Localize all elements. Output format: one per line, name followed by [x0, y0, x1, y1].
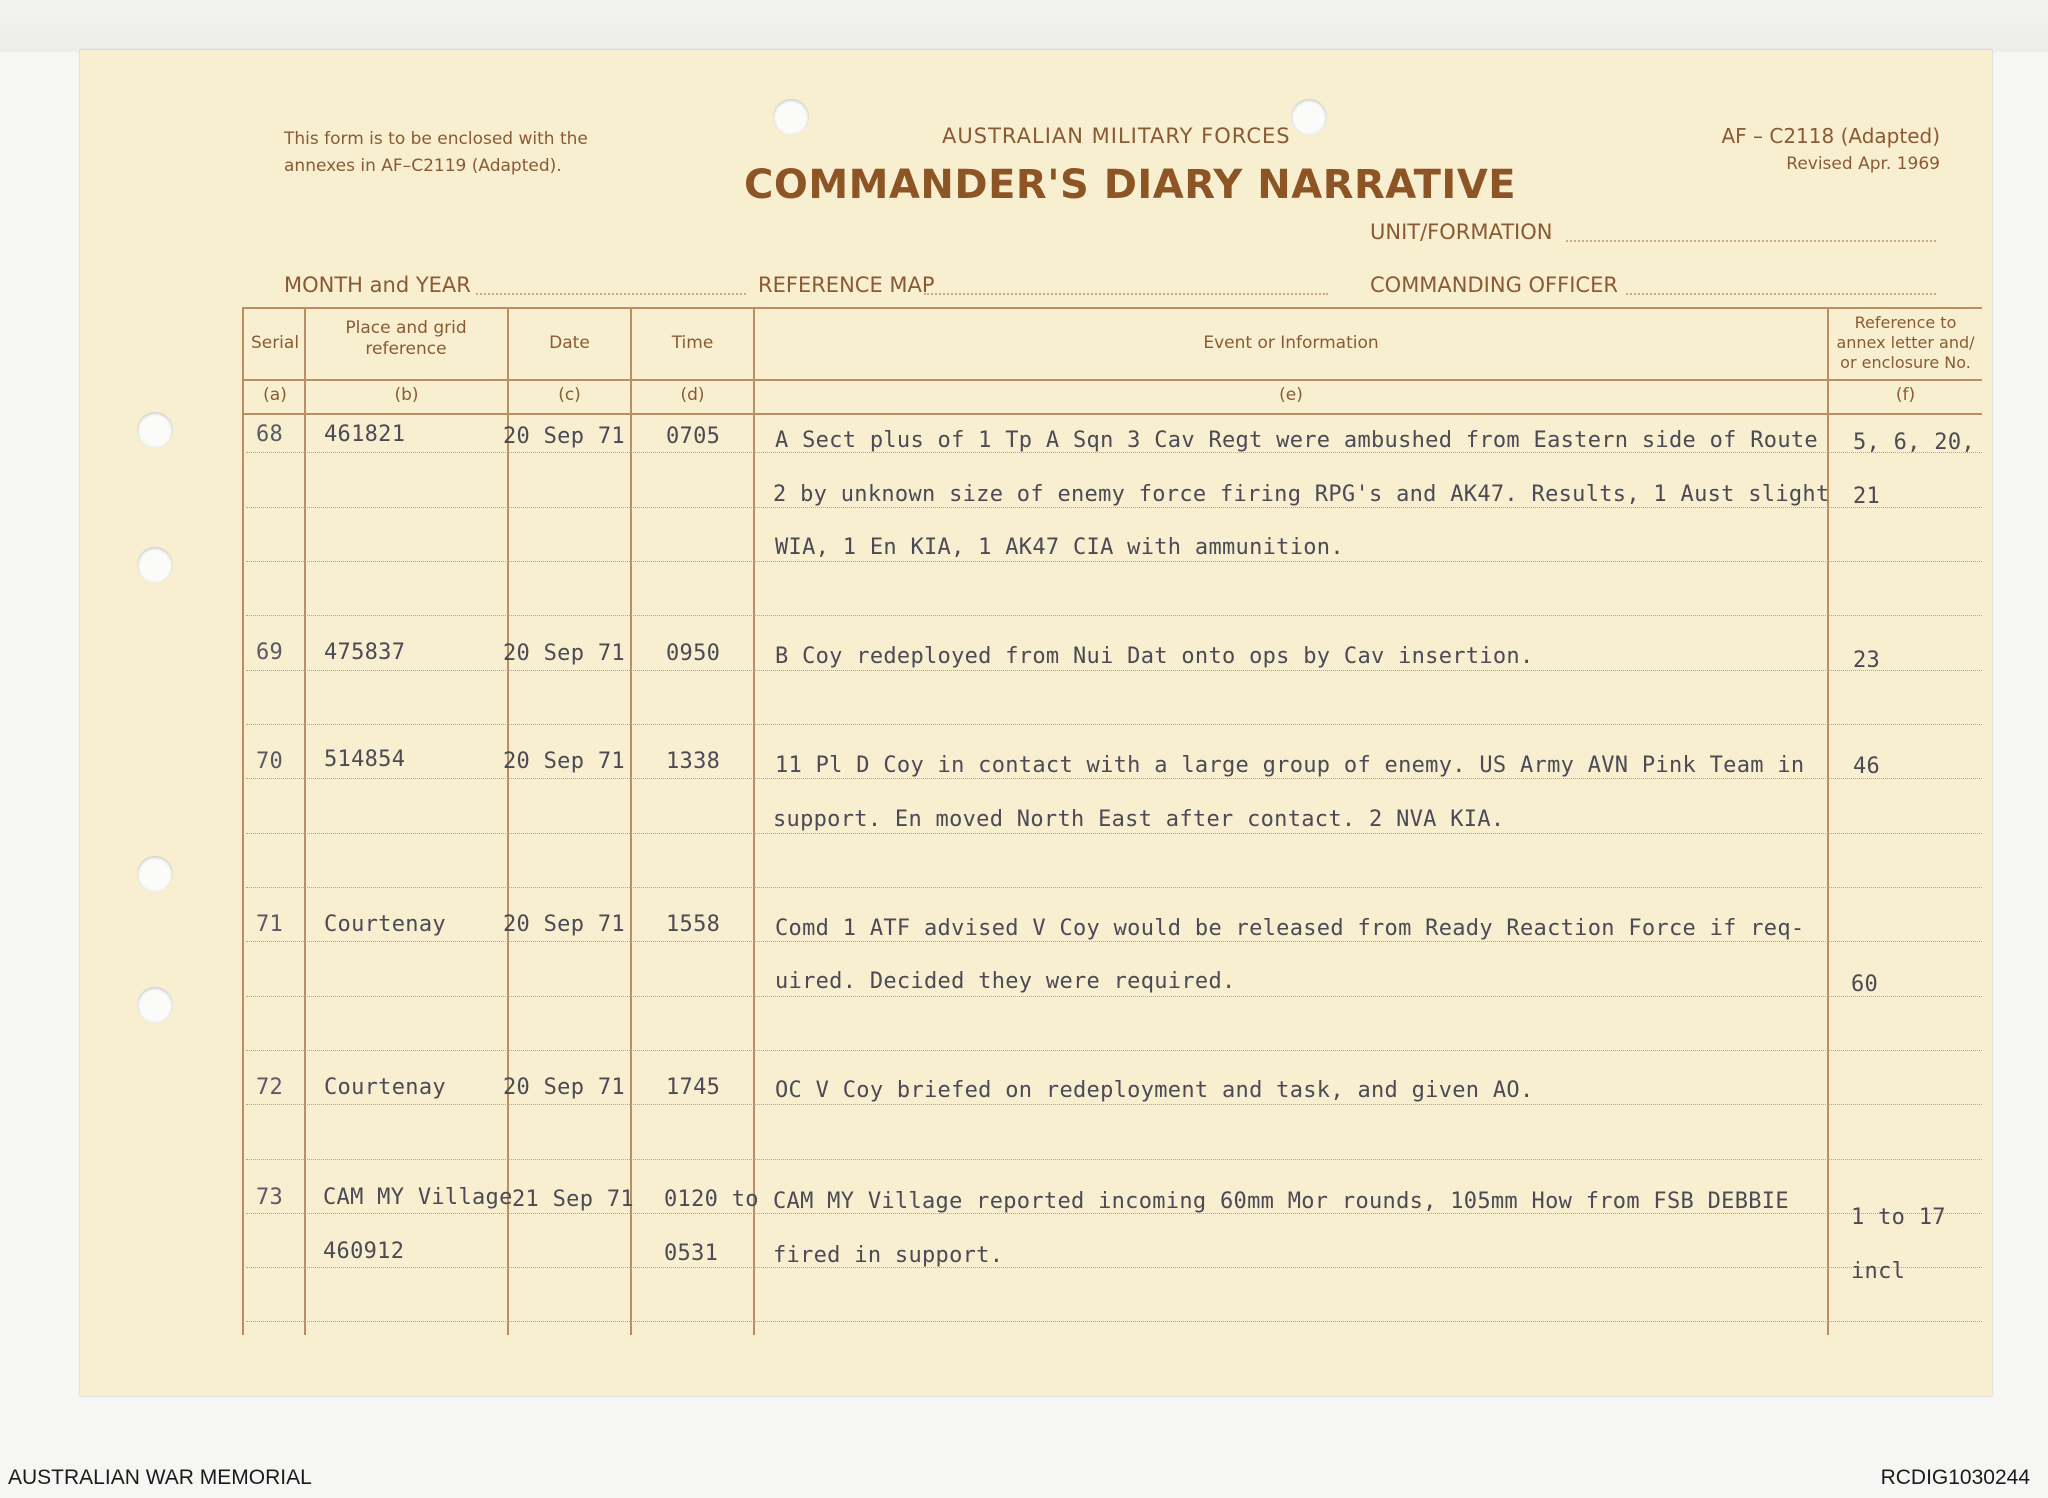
- entry-time: 0705: [666, 424, 721, 449]
- entry-place: CAM MY Village: [323, 1185, 513, 1210]
- entry-reference: 23: [1853, 648, 1881, 673]
- column-letter-f: (f): [1895, 385, 1916, 405]
- table-top-rule: [242, 307, 1982, 309]
- ruled-line: [246, 1050, 1982, 1051]
- entry-serial: 73: [256, 1185, 284, 1210]
- ruled-line: [246, 670, 1982, 671]
- column-divider: [1827, 307, 1829, 1335]
- entry-date: 20 Sep 71: [503, 749, 625, 774]
- entry-time: 0120 to: [664, 1187, 759, 1212]
- entry-date: 21 Sep 71: [512, 1187, 634, 1212]
- ruled-line: [246, 561, 1982, 562]
- punch-hole: [137, 856, 173, 892]
- column-divider: [304, 307, 306, 1335]
- entry-event-line: A Sect plus of 1 Tp A Sqn 3 Cav Regt were ambushed from Eastern side of Route: [775, 428, 1818, 453]
- entry-date: 20 Sep 71: [503, 424, 625, 449]
- enclosure-note: This form is to be enclosed with the annexes in AF–C2119 (Adapted).: [284, 129, 588, 176]
- column-letter-a: (a): [263, 385, 287, 405]
- reference-map-field: [758, 273, 935, 297]
- archive-identifier: RCDIG1030244: [1880, 1466, 2030, 1489]
- archive-credit: AUSTRALIAN WAR MEMORIAL: [8, 1466, 312, 1489]
- entry-event-line: OC V Coy briefed on redeployment and task, and given AO.: [775, 1078, 1534, 1103]
- entry-date: 20 Sep 71: [503, 912, 625, 937]
- ruled-line: [246, 778, 1982, 779]
- column-letter-c: (c): [558, 385, 581, 405]
- entry-place: 460912: [323, 1239, 405, 1264]
- column-letter-e: (e): [1279, 385, 1303, 405]
- reference-map-label: REFERENCE MAP: [758, 273, 935, 297]
- unit-formation-label: UNIT/FORMATION: [1370, 220, 1553, 244]
- column-letter-d: (d): [680, 385, 705, 405]
- entry-reference: 21: [1853, 484, 1881, 509]
- entry-time: 1745: [666, 1075, 721, 1100]
- ruled-line: [246, 615, 1982, 616]
- commanding-officer-label: COMMANDING OFFICER: [1370, 273, 1618, 297]
- unit-formation-field: [1370, 220, 1553, 244]
- reference-map-blank: [924, 293, 1328, 295]
- entry-event-line: WIA, 1 En KIA, 1 AK47 CIA with ammunition.: [775, 535, 1344, 560]
- entry-place: 514854: [324, 747, 406, 772]
- column-header-time: Time: [671, 333, 714, 353]
- column-header-event: Event or Information: [1203, 333, 1379, 353]
- entry-event-line: support. En moved North East after contact. 2 NVA KIA.: [773, 807, 1505, 832]
- scan-top-band: [0, 0, 2048, 52]
- column-divider: [507, 307, 509, 1335]
- punch-hole: [137, 412, 173, 448]
- letter-row-rule: [242, 413, 1982, 415]
- column-header-serial: Serial: [250, 333, 300, 353]
- entry-time: 0950: [666, 641, 721, 666]
- entry-time: 0531: [664, 1241, 719, 1266]
- form-code: AF – C2118 (Adapted): [1721, 124, 1940, 148]
- column-letter-b: (b): [394, 385, 419, 405]
- column-header-place: Place and grid reference: [345, 318, 467, 359]
- entry-place: 475837: [324, 640, 406, 665]
- column-divider: [753, 307, 755, 1335]
- month-year-field: [284, 273, 471, 297]
- commanding-officer-field: [1370, 273, 1618, 297]
- entry-reference: 1 to 17: [1851, 1205, 1946, 1230]
- punch-hole: [137, 547, 173, 583]
- entry-serial: 69: [256, 640, 284, 665]
- form-revision: Revised Apr. 1969: [1786, 154, 1940, 174]
- ruled-line: [246, 996, 1982, 997]
- entry-time: 1558: [666, 912, 721, 937]
- ruled-line: [246, 1267, 1982, 1268]
- entry-time: 1338: [666, 749, 721, 774]
- entry-reference: 46: [1853, 754, 1881, 779]
- entry-event-line: CAM MY Village reported incoming 60mm Mor rounds, 105mm How from FSB DEBBIE: [773, 1189, 1789, 1214]
- entry-reference: 60: [1851, 972, 1879, 997]
- entry-event-line: B Coy redeployed from Nui Dat onto ops by Cav insertion.: [775, 644, 1534, 669]
- entry-reference: incl: [1851, 1259, 1906, 1284]
- entry-serial: 68: [256, 422, 284, 447]
- column-header-reference: Reference to annex letter and/ or enclosure No.: [1836, 313, 1975, 372]
- column-divider: [242, 307, 244, 1335]
- punch-hole: [1291, 99, 1327, 135]
- entry-reference: 5, 6, 20,: [1853, 430, 1975, 455]
- entry-date: 20 Sep 71: [503, 641, 625, 666]
- ruled-line: [246, 507, 1982, 508]
- column-divider: [630, 307, 632, 1335]
- issuing-authority: AUSTRALIAN MILITARY FORCES: [942, 124, 1291, 148]
- month-year-label: MONTH and YEAR: [284, 273, 471, 297]
- entry-event-line: 2 by unknown size of enemy force firing RPG's and AK47. Results, 1 Aust slight: [773, 482, 1830, 507]
- entry-event-line: uired. Decided they were required.: [775, 969, 1236, 994]
- form-title: COMMANDER'S DIARY NARRATIVE: [744, 162, 1517, 208]
- column-header-date: Date: [549, 333, 590, 353]
- entry-date: 20 Sep 71: [503, 1075, 625, 1100]
- ruled-line: [246, 941, 1982, 942]
- entry-event-line: 11 Pl D Coy in contact with a large group of enemy. US Army AVN Pink Team in: [775, 753, 1805, 778]
- ruled-line: [246, 1104, 1982, 1105]
- commanding-officer-blank: [1626, 293, 1936, 295]
- entry-serial: 70: [256, 749, 284, 774]
- entry-event-line: fired in support.: [773, 1243, 1004, 1268]
- entry-place: Courtenay: [324, 1075, 446, 1100]
- punch-hole: [137, 987, 173, 1023]
- ruled-line: [246, 1321, 1982, 1322]
- ruled-line: [246, 833, 1982, 834]
- ruled-line: [246, 724, 1982, 725]
- header-bottom-rule: [242, 379, 1982, 381]
- entry-serial: 72: [256, 1075, 284, 1100]
- punch-hole: [773, 99, 809, 135]
- unit-formation-blank: [1566, 240, 1936, 242]
- entry-event-line: Comd 1 ATF advised V Coy would be released from Ready Reaction Force if req-: [775, 916, 1805, 941]
- entry-serial: 71: [256, 912, 284, 937]
- entry-place: 461821: [324, 422, 406, 447]
- entry-place: Courtenay: [324, 912, 446, 937]
- ruled-line: [246, 887, 1982, 888]
- month-year-blank: [476, 293, 746, 295]
- ruled-line: [246, 1159, 1982, 1160]
